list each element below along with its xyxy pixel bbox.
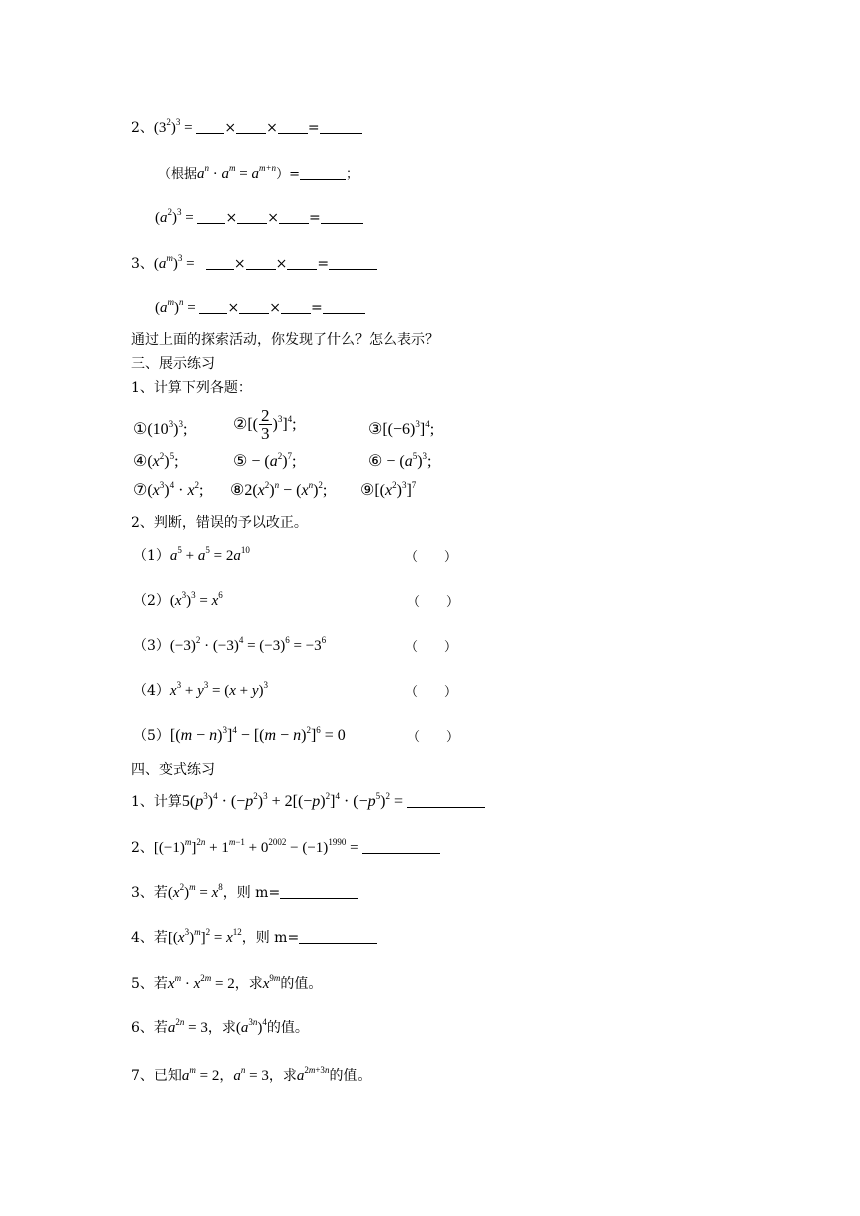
answer-blank[interactable] [199, 299, 227, 314]
section3-q1: 1、计算下列各题： [131, 380, 252, 396]
answer-blank[interactable] [323, 299, 365, 314]
answer-blank[interactable] [321, 209, 363, 224]
calc-item-8: $⑧2(x^2)^n - (x^n)^2$; [230, 480, 328, 499]
judge-bracket[interactable]: （ ） [405, 640, 458, 655]
answer-blank[interactable] [329, 255, 377, 270]
answer-blank[interactable] [407, 793, 485, 808]
q3-line1: 3、$(a^m)^3$ = × × = [131, 254, 377, 274]
judge-bracket[interactable]: （ ） [405, 550, 458, 565]
judge-bracket[interactable]: （ ） [405, 685, 458, 700]
q3-line2: $(a^m)^n$ = × × = [155, 298, 365, 318]
judge-bracket[interactable]: （ ） [407, 730, 460, 745]
q2-line1: 2、$(3^2)^3$ = × × = [131, 118, 362, 138]
section4-heading: 四、变式练习 [131, 762, 215, 778]
judge-item-3: $(3)(-3)^2 \cdot (-3)^4 = (-3)^6 = -3^6$ [133, 635, 327, 654]
answer-blank[interactable] [237, 209, 267, 224]
answer-blank[interactable] [299, 929, 377, 944]
answer-blank[interactable] [279, 209, 309, 224]
answer-blank[interactable] [300, 165, 346, 180]
calc-row1: $①(10^3)^3$; [133, 419, 188, 438]
judge-item-1: $(1)a^5 + a^5 = 2a^{10}$ [133, 545, 250, 564]
answer-blank[interactable] [206, 255, 234, 270]
calc-item-3: $③[(-6)^3]^4$; [368, 419, 435, 438]
var-q5: 5、若$x^m \cdot x^{2m} = 2$，求$x^{9m}$的值。 [131, 973, 323, 992]
answer-blank[interactable] [196, 119, 224, 134]
judge-item-5: $(5)[(m - n)^3]^4 - [(m - n)^2]^6 = 0$ [133, 725, 346, 744]
judge-item-2: $(2)(x^3)^3 = x^6$ [133, 590, 223, 609]
section3-q2: 2、判断，错误的予以改正。 [131, 515, 308, 531]
answer-blank[interactable] [278, 119, 308, 134]
var-q4: 4、若$[(x^3)^m]^2 = x^{12}$，则 m= [131, 928, 377, 948]
calc-item-4: $④(x^2)^5$; [133, 451, 179, 470]
section3-heading: 三、展示练习 [131, 356, 215, 372]
answer-blank[interactable] [236, 119, 266, 134]
q2-line3: $(a^2)^3$ = × × = [155, 208, 363, 228]
calc-item-6: ⑥ − $(a^5)^3$; [368, 451, 432, 470]
judge-bracket[interactable]: （ ） [407, 595, 460, 610]
answer-blank[interactable] [281, 299, 311, 314]
answer-blank[interactable] [287, 255, 317, 270]
answer-blank[interactable] [280, 884, 358, 899]
answer-blank[interactable] [362, 839, 440, 854]
var-q6: 6、若$a^{2n} = 3$，求$(a^{3n})^4$的值。 [131, 1017, 309, 1036]
calc-item-5: ⑤ − $(a^2)^7$; [233, 451, 297, 470]
answer-blank[interactable] [246, 255, 276, 270]
answer-blank[interactable] [239, 299, 269, 314]
calc-item-2: ②[( $\frac{2}{3}$ )$^3$]$^4$; [233, 406, 297, 443]
calc-item-7: $⑦(x^3)^4 \cdot x^2$; [133, 480, 204, 499]
answer-blank[interactable] [197, 209, 225, 224]
discover-text: 通过上面的探索活动，你发现了什么？怎么表示？ [131, 332, 439, 348]
answer-blank[interactable] [320, 119, 362, 134]
calc-item-9: $⑨[(x^2)^3]^7$ [360, 480, 417, 499]
judge-item-4: $(4)x^3 + y^3 = (x + y)^3$ [133, 680, 269, 699]
var-q2: 2、$[(-1)^m]^{2n} + 1^{m-1} + 0^{2002} - (-1)^{1990}$ = [131, 838, 440, 858]
var-q1: 1、计算$5(p^3)^4 \cdot (-p^2)^3 + 2[(-p)^2]^4 \cdot (-p^5)^2$ = [131, 792, 485, 812]
q2-basis-line: （根据$a^n \cdot a^m = a^{m+n})=$ ； [158, 163, 359, 182]
var-q7: 7、已知$a^m = 2$，$a^n = 3$，求$a^{2m+3n}$的值。 [131, 1065, 372, 1084]
var-q3: 3、若$(x^2)^m = x^8$，则 m= [131, 883, 358, 903]
